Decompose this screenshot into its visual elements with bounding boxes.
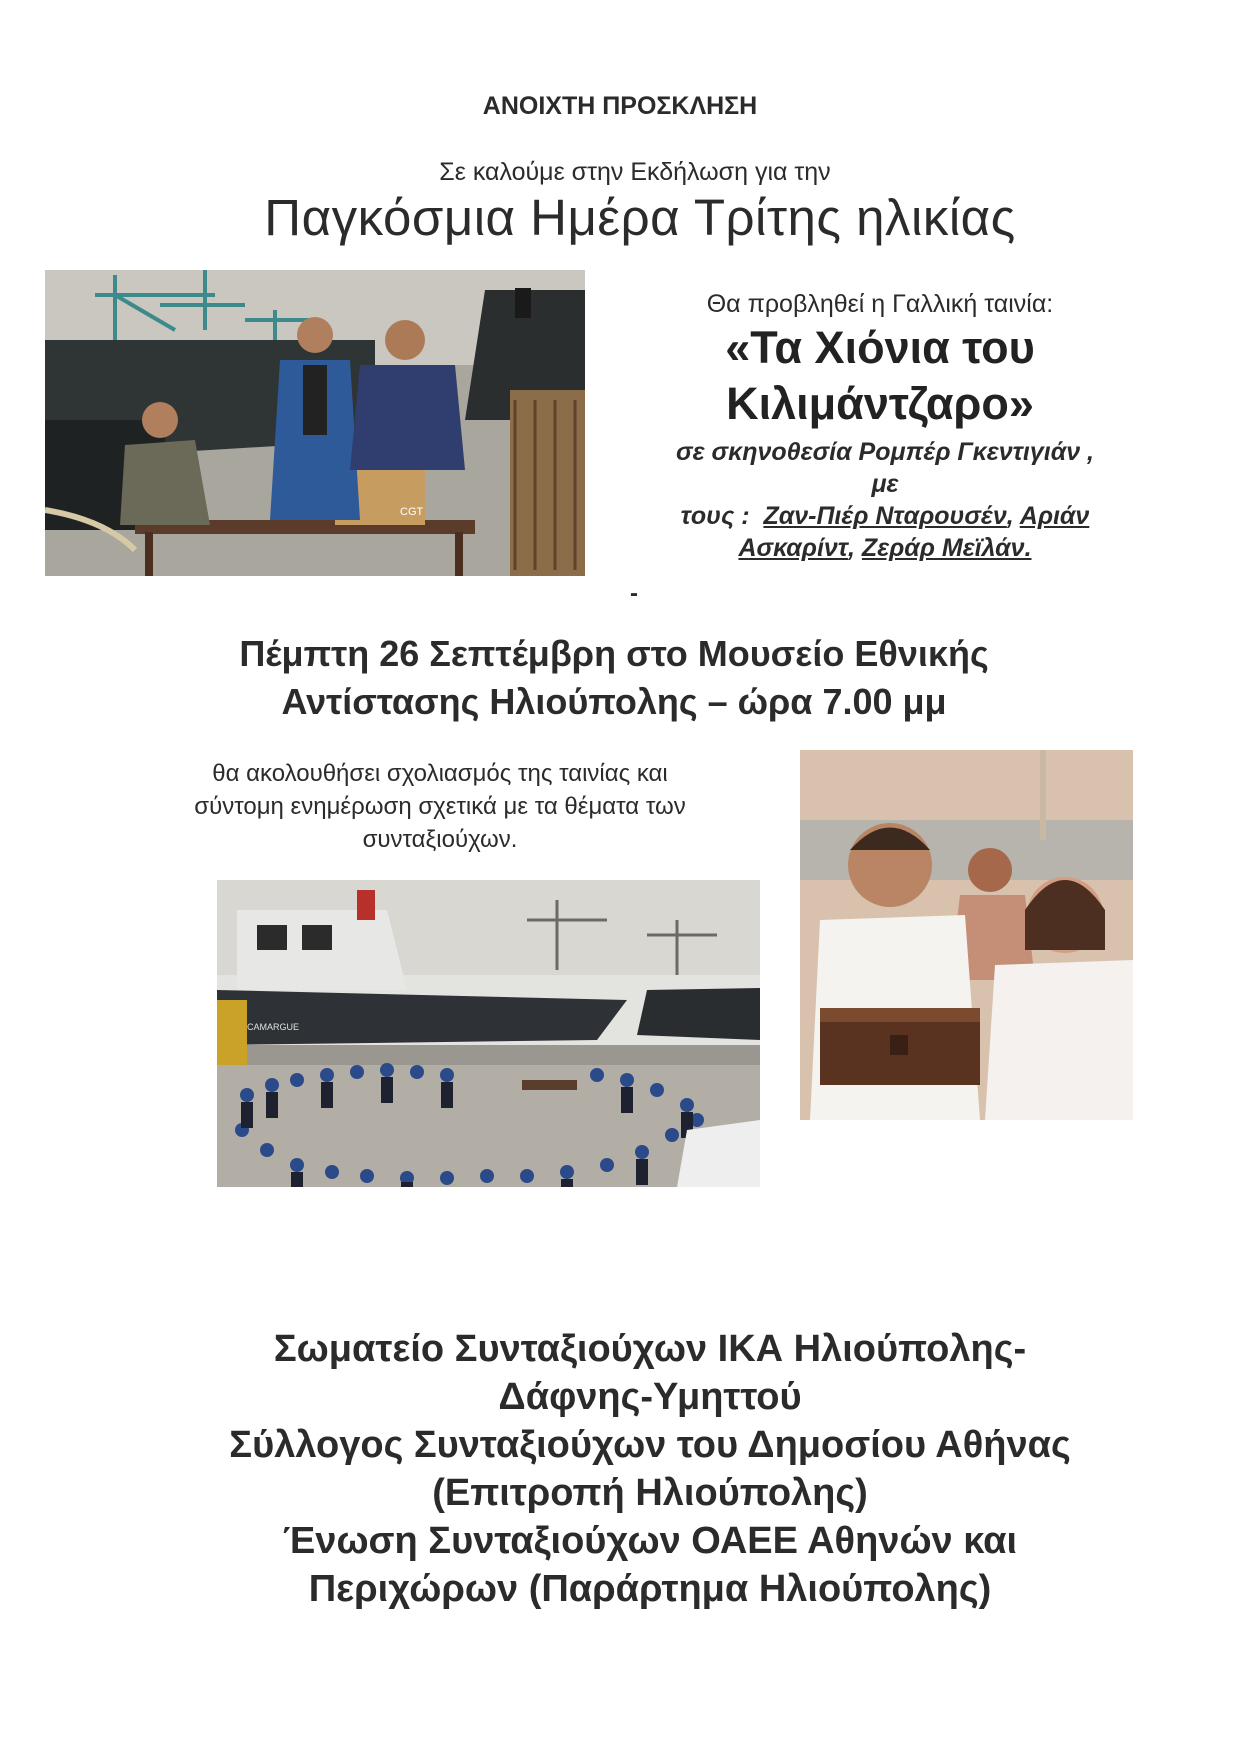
boat-name-text: CAMARGUE <box>247 1022 300 1032</box>
event-date-venue: Πέμπτη 26 Σεπτέμβρη στο Μουσείο Εθνικής <box>239 633 989 674</box>
organizer-line: (Επιτροπή Ηλιούπολης) <box>432 1472 868 1514</box>
commentary-line: σύντομη ενημέρωση σχετικά με τα θέματα των <box>194 793 686 820</box>
event-details <box>0 630 1240 726</box>
film-still-couple <box>800 750 1133 1120</box>
film-title <box>640 320 1120 432</box>
film-still-dock-table <box>45 270 585 576</box>
box-sticker-text: CGT <box>400 506 424 518</box>
cast-member: Ζαν-Πιέρ Νταρουσέν <box>763 502 1007 530</box>
film-title-line1: «Τα Χιόνια του <box>725 322 1035 373</box>
organizer-line: Περιχώρων (Παράρτημα Ηλιούπολης) <box>308 1568 992 1610</box>
organizer-line: Σωματείο Συνταξιούχων ΙΚΑ Ηλιούπολης- <box>273 1328 1027 1370</box>
organizer-line: Ένωση Συνταξιούχων ΟΑΕΕ Αθηνών και <box>282 1520 1018 1562</box>
event-venue-time: Αντίστασης Ηλιούπολης – ώρα 7.00 μμ <box>281 681 947 722</box>
heading: ΑΝΟΙΧΤΗ ΠΡΟΣΚΛΗΣΗ <box>482 92 758 120</box>
film-credits <box>620 436 1150 564</box>
separator-dash: - <box>630 580 638 607</box>
organizer-line: Σύλλογος Συνταξιούχων του Δημοσίου Αθήνας <box>229 1424 1071 1466</box>
film-title-line2: Κιλιμάντζαρο» <box>726 378 1034 429</box>
screening-intro: Θα προβληθεί η Γαλλική ταινία: <box>706 290 1054 318</box>
invite-line: Σε καλούμε στην Εκδήλωση για την <box>439 158 831 186</box>
cast-member: Ζεράρ Μεϊλάν. <box>861 534 1032 562</box>
cast-member: Αριάν Ασκαρίντ <box>738 502 1090 562</box>
cast-prefix: τους : <box>680 502 750 530</box>
organizers <box>0 1325 1240 1613</box>
commentary-line: θα ακολουθήσει σχολιασμός της ταινίας και <box>212 760 668 787</box>
commentary-line: συνταξιούχων. <box>362 826 518 853</box>
cast-line: τους : Ζαν-Πιέρ Νταρουσέν, Αριάν Ασκαρίντ, Ζεράρ Μεϊλάν. <box>680 502 1090 562</box>
with-word: με <box>871 470 899 498</box>
commentary-text <box>140 757 740 856</box>
film-still-harbor-crowd <box>217 880 760 1187</box>
organizer-line: Δάφνης-Υμηττού <box>498 1376 802 1418</box>
event-title: Παγκόσμια Ημέρα Τρίτης ηλικίας <box>264 189 1016 246</box>
director-line: σε σκηνοθεσία Ρομπέρ Γκεντιγιάν , <box>675 438 1094 466</box>
